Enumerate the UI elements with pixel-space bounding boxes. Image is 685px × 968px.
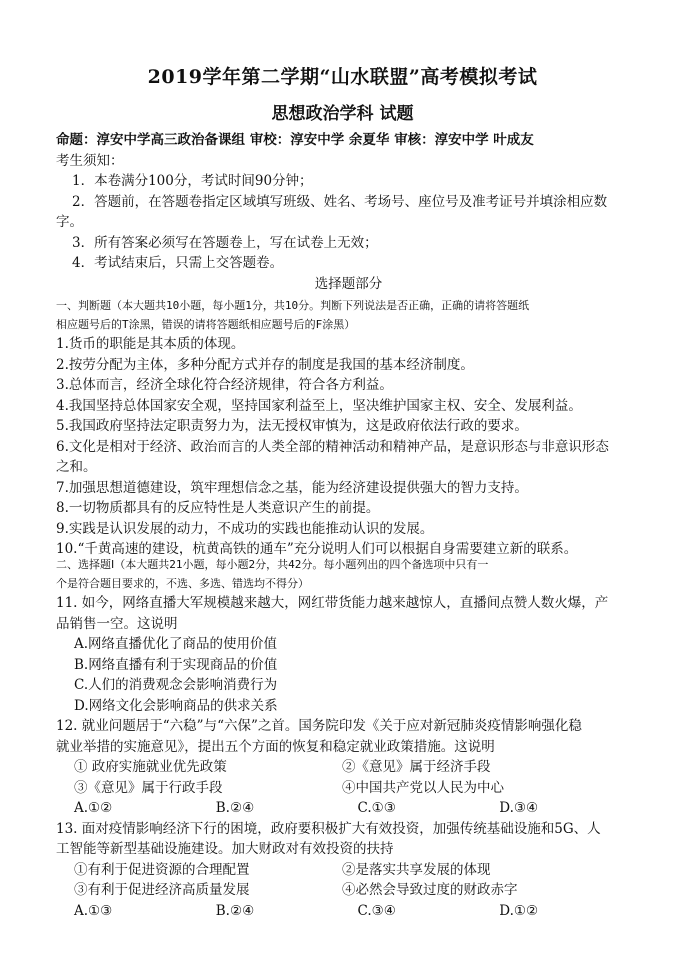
answer-b: B.②④ [215, 902, 255, 919]
choice-4: ④中国共产党以人民为中心 [342, 779, 504, 796]
judgment-item: 8.一切物质都具有的反应特性是人类意识产生的前提。 [56, 500, 380, 516]
choice-row [56, 778, 641, 799]
question-12 [56, 716, 641, 819]
answer-row [56, 798, 641, 819]
choice-3: ③有利于促进经济高质量发展 [74, 882, 250, 898]
question-13 [56, 819, 641, 922]
judgment-item: 3.总体而言，经济全球化符合经济规律，符合各方利益。 [56, 377, 393, 393]
answer-row [56, 901, 641, 922]
question-11 [56, 593, 641, 716]
part1-heading: 相应题号后的T涂黑，错误的请将答题纸相应题号后的F涂黑） [56, 318, 356, 331]
notice-item: 字。 [56, 214, 83, 230]
answer-a: A.①② [74, 800, 113, 816]
choice-3: ③《意见》属于行政手段 [74, 779, 223, 796]
exam-meta [56, 130, 641, 294]
answer-a: A.①③ [74, 902, 113, 919]
question-stem: 就业举措的实施意见》，提出五个方面的恢复和稳定就业政策措施。这说明 [56, 738, 495, 755]
notice-item: 4．考试结束后，只需上交答题卷。 [72, 255, 284, 271]
answer-d: D.①② [499, 902, 539, 919]
part2-choice [56, 555, 641, 921]
question-stem: 11. 如今，网络直播大军规模越来越大，网红带货能力越来越惊人，直播间点赞人数火爆，产 [56, 595, 609, 611]
part1-heading: 一、判断题（本大题共10小题，每小题1分，共10分。判断下列说法是否正确，正确的请将答题纸 [56, 299, 530, 312]
judgment-item: 之和。 [56, 459, 97, 475]
choice-2: ②《意见》属于经济手段 [342, 759, 491, 775]
option-d: D.网络文化会影响商品的供求关系 [74, 697, 278, 714]
choice-row [56, 757, 641, 778]
answer-c: C.③④ [357, 902, 396, 919]
option-a: A.网络直播优化了商品的使用价值 [74, 636, 278, 652]
notice-item: 3．所有答案必须写在答题卷上，写在试卷上无效； [72, 234, 378, 251]
part1-judgment [56, 296, 641, 560]
judgment-item: 6.文化是相对于经济、政治而言的人类全部的精神活动和精神产品，是意识形态与非意识形态 [56, 438, 609, 455]
exam-title: 2019学年第二学期“山水联盟”高考模拟考试 [147, 66, 538, 88]
option-c: C.人们的消费观念会影响消费行为 [74, 677, 278, 693]
part2-heading: 二、选择题Ⅰ（本大题共21小题，每小题2分，共42分。每小题列出的四个备选项中只有一 [56, 558, 489, 571]
question-stem: 13. 面对疫情影响经济下行的困境，政府要积极扩大有效投资，加强传统基础设施和5G、人 [56, 820, 601, 837]
option-b: B.网络直播有利于实现商品的价值 [74, 656, 278, 673]
authors-line: 命题：淳安中学高三政治备课组 审校：淳安中学 余夏华 审核：淳安中学 叶成友 [56, 132, 534, 148]
choice-2: ②是落实共享发展的体现 [342, 861, 491, 878]
judgment-item: 4.我国坚持总体国家安全观，坚持国家利益至上，坚决维护国家主权、安全、发展利益。 [56, 397, 582, 414]
notice-item: 1．本卷满分100分，考试时间90分钟； [72, 173, 313, 189]
judgment-item: 7.加强思想道德建设，筑牢理想信念之基，能为经济建设提供强大的智力支持。 [56, 479, 528, 496]
answer-d: D.③④ [499, 800, 539, 816]
part2-heading: 个是符合题目要求的，不选、多选、错选均不得分） [56, 577, 309, 590]
question-stem: 12. 就业问题居于“六稳”与“六保”之首。国务院印发《关于应对新冠肺炎疫情影响强化稳 [56, 718, 582, 734]
notice-item: 2．答题前，在答题卷指定区域填写班级、姓名、考场号、座位号及准考证号并填涂相应数 [72, 193, 608, 210]
question-stem: 品销售一空。这说明 [56, 615, 178, 632]
answer-b: B.②④ [215, 800, 255, 816]
choice-1: ①有利于促进资源的合理配置 [74, 861, 250, 878]
judgment-item: 5.我国政府坚持法定职责努力为，法无授权审慎为，这是政府依法行政的要求。 [56, 418, 528, 434]
exam-subtitle: 思想政治学科 试题 [271, 104, 414, 124]
judgment-item: 1.货币的职能是其本质的体现。 [56, 336, 245, 352]
choice-4: ④必然会导致过度的财政赤字 [342, 882, 518, 898]
question-stem: 工智能等新型基础设施建设。加大财政对有效投资的扶持 [56, 841, 394, 857]
judgment-item: 2.按劳分配为主体，多种分配方式并存的制度是我国的基本经济制度。 [56, 356, 474, 373]
judgment-item: 9.实践是认识发展的动力，不成功的实践也能推动认识的发展。 [56, 520, 434, 537]
choice-row [56, 860, 641, 881]
notice-title: 考生须知： [56, 152, 124, 169]
choice-row [56, 880, 641, 901]
section-title: 选择题部分 [314, 275, 383, 292]
judgment-item: 10.“千黄高速的建设，杭黄高铁的通车”充分说明人们可以根据自身需要建立新的联系。 [56, 541, 578, 557]
answer-c: C.①③ [357, 800, 396, 816]
choice-1: ① 政府实施就业优先政策 [74, 759, 227, 775]
